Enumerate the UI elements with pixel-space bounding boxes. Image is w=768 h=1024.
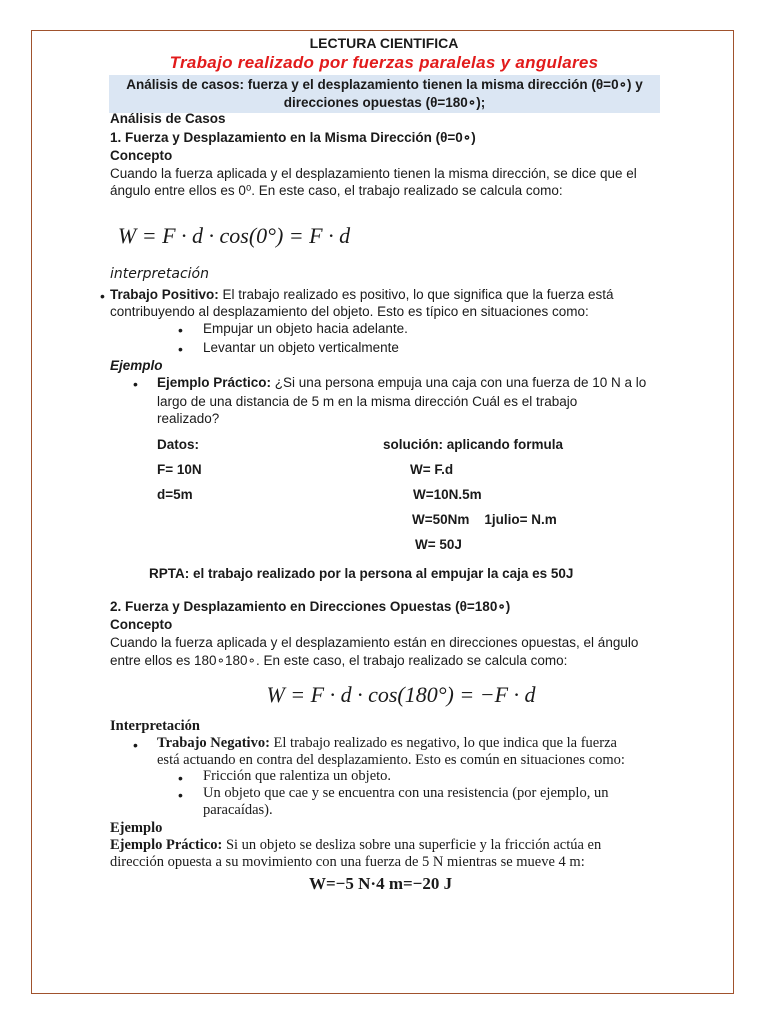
section2-heading: 2. Fuerza y Desplazamiento en Direcciones Opuestas (θ=180∘) <box>110 599 511 614</box>
positive-label: Trabajo Positivo: <box>110 287 219 302</box>
section2-practical-text: Si un objeto se desliza sobre una superficie y la fricción actúa en <box>222 837 602 853</box>
positive-line2: contribuyendo al desplazamiento del objeto. Esto es típico en situaciones como: <box>110 304 589 319</box>
solution-step-4: W= 50J <box>415 537 462 552</box>
section1-concept-label: Concepto <box>110 148 173 163</box>
section2-example-item-1: Fricción que ralentiza un objeto. <box>203 768 392 784</box>
section2-result: W=−5 N·4 m=−20 J <box>309 874 453 893</box>
section1-formula: W = F · d · cos(0°) = F · d <box>117 223 351 248</box>
bullet-icon: • <box>178 322 183 338</box>
example-item-1: Empujar un objeto hacia adelante. <box>203 321 408 336</box>
data-label: Datos: <box>157 437 200 452</box>
analysis-label: Análisis de Casos <box>110 111 226 126</box>
practical-line2: largo de una distancia de 5 m en la misma dirección Cuál es el trabajo <box>157 394 578 409</box>
section1-concept-line1: Cuando la fuerza aplicada y el desplazamiento tienen la misma dirección, se dice que el <box>110 166 637 181</box>
section2-example-label: Ejemplo <box>110 820 163 836</box>
positive-line1 <box>110 287 614 302</box>
bullet-icon: • <box>133 376 138 392</box>
cases-banner-line2: direcciones opuestas (θ=180∘); <box>283 95 486 110</box>
bullet-icon: • <box>178 787 183 803</box>
section2-concept-label: Concepto <box>110 617 173 632</box>
negative-line1 <box>157 735 617 752</box>
practical-line1 <box>157 375 646 390</box>
practical-line3: realizado? <box>157 411 220 426</box>
positive-text: El trabajo realizado es positivo, lo que significa que la fuerza está <box>218 287 614 302</box>
section2-interpretation-label: Interpretación <box>110 718 200 734</box>
section2-formula: W = F · d · cos(180°) = −F · d <box>266 682 536 707</box>
cases-banner-line1: Análisis de casos: fuerza y el desplazamiento tienen la misma dirección (θ=0∘) y <box>126 77 643 92</box>
example-item-2: Levantar un objeto verticalmente <box>203 340 399 355</box>
section2-practical-line1 <box>110 837 601 854</box>
practical-text: ¿Si una persona empuja una caja con una fuerza de 10 N a lo <box>271 375 647 390</box>
data-item-force: F= 10N <box>157 462 202 477</box>
section2-concept-line1: Cuando la fuerza aplicada y el desplazamiento están en direcciones opuestas, el ángulo <box>110 635 639 650</box>
bullet-icon: • <box>178 341 183 357</box>
answer-line: RPTA: el trabajo realizado por la persona al empujar la caja es 50J <box>149 566 574 581</box>
bullet-icon: • <box>133 737 138 753</box>
practical-label: Ejemplo Práctico: <box>157 375 272 390</box>
bullet-icon: • <box>100 288 105 304</box>
solution-step-2: W=10N.5m <box>413 487 482 502</box>
section1-concept-line2: ángulo entre ellos es 0⁰. En este caso, el trabajo realizado se calcula como: <box>110 183 563 198</box>
negative-label: Trabajo Negativo: <box>157 735 270 751</box>
section2-example-item-2-line2: paracaídas). <box>203 802 273 818</box>
section1-interpretation-label: interpretación <box>110 266 209 282</box>
section2-concept-line2: entre ellos es 180∘180∘. En este caso, el trabajo realizado se calcula como: <box>110 653 568 668</box>
negative-line2: está actuando en contra del desplazamiento. Esto es común en situaciones como: <box>157 752 625 768</box>
section2-practical-line2: dirección opuesta a su movimiento con una fuerza de 5 N mientras se mueve 4 m: <box>110 854 585 870</box>
page-title: LECTURA CIENTIFICA <box>309 35 459 51</box>
page-subtitle: Trabajo realizado por fuerzas paralelas y angulares <box>169 53 599 72</box>
section2-practical-label: Ejemplo Práctico: <box>110 837 223 853</box>
solution-step-1: W= F.d <box>410 462 454 477</box>
bullet-icon: • <box>178 770 183 786</box>
negative-text: El trabajo realizado es negativo, lo que indica que la fuerza <box>269 735 617 751</box>
section1-example-label: Ejemplo <box>110 358 163 373</box>
solution-label: solución: aplicando formula <box>383 437 564 452</box>
section2-example-item-2-line1: Un objeto que cae y se encuentra con una resistencia (por ejemplo, un <box>203 785 609 801</box>
section1-heading: 1. Fuerza y Desplazamiento en la Misma Dirección (θ=0∘) <box>110 130 476 145</box>
data-item-distance: d=5m <box>157 487 193 502</box>
solution-step-3: W=50Nm 1julio= N.m <box>412 512 557 527</box>
